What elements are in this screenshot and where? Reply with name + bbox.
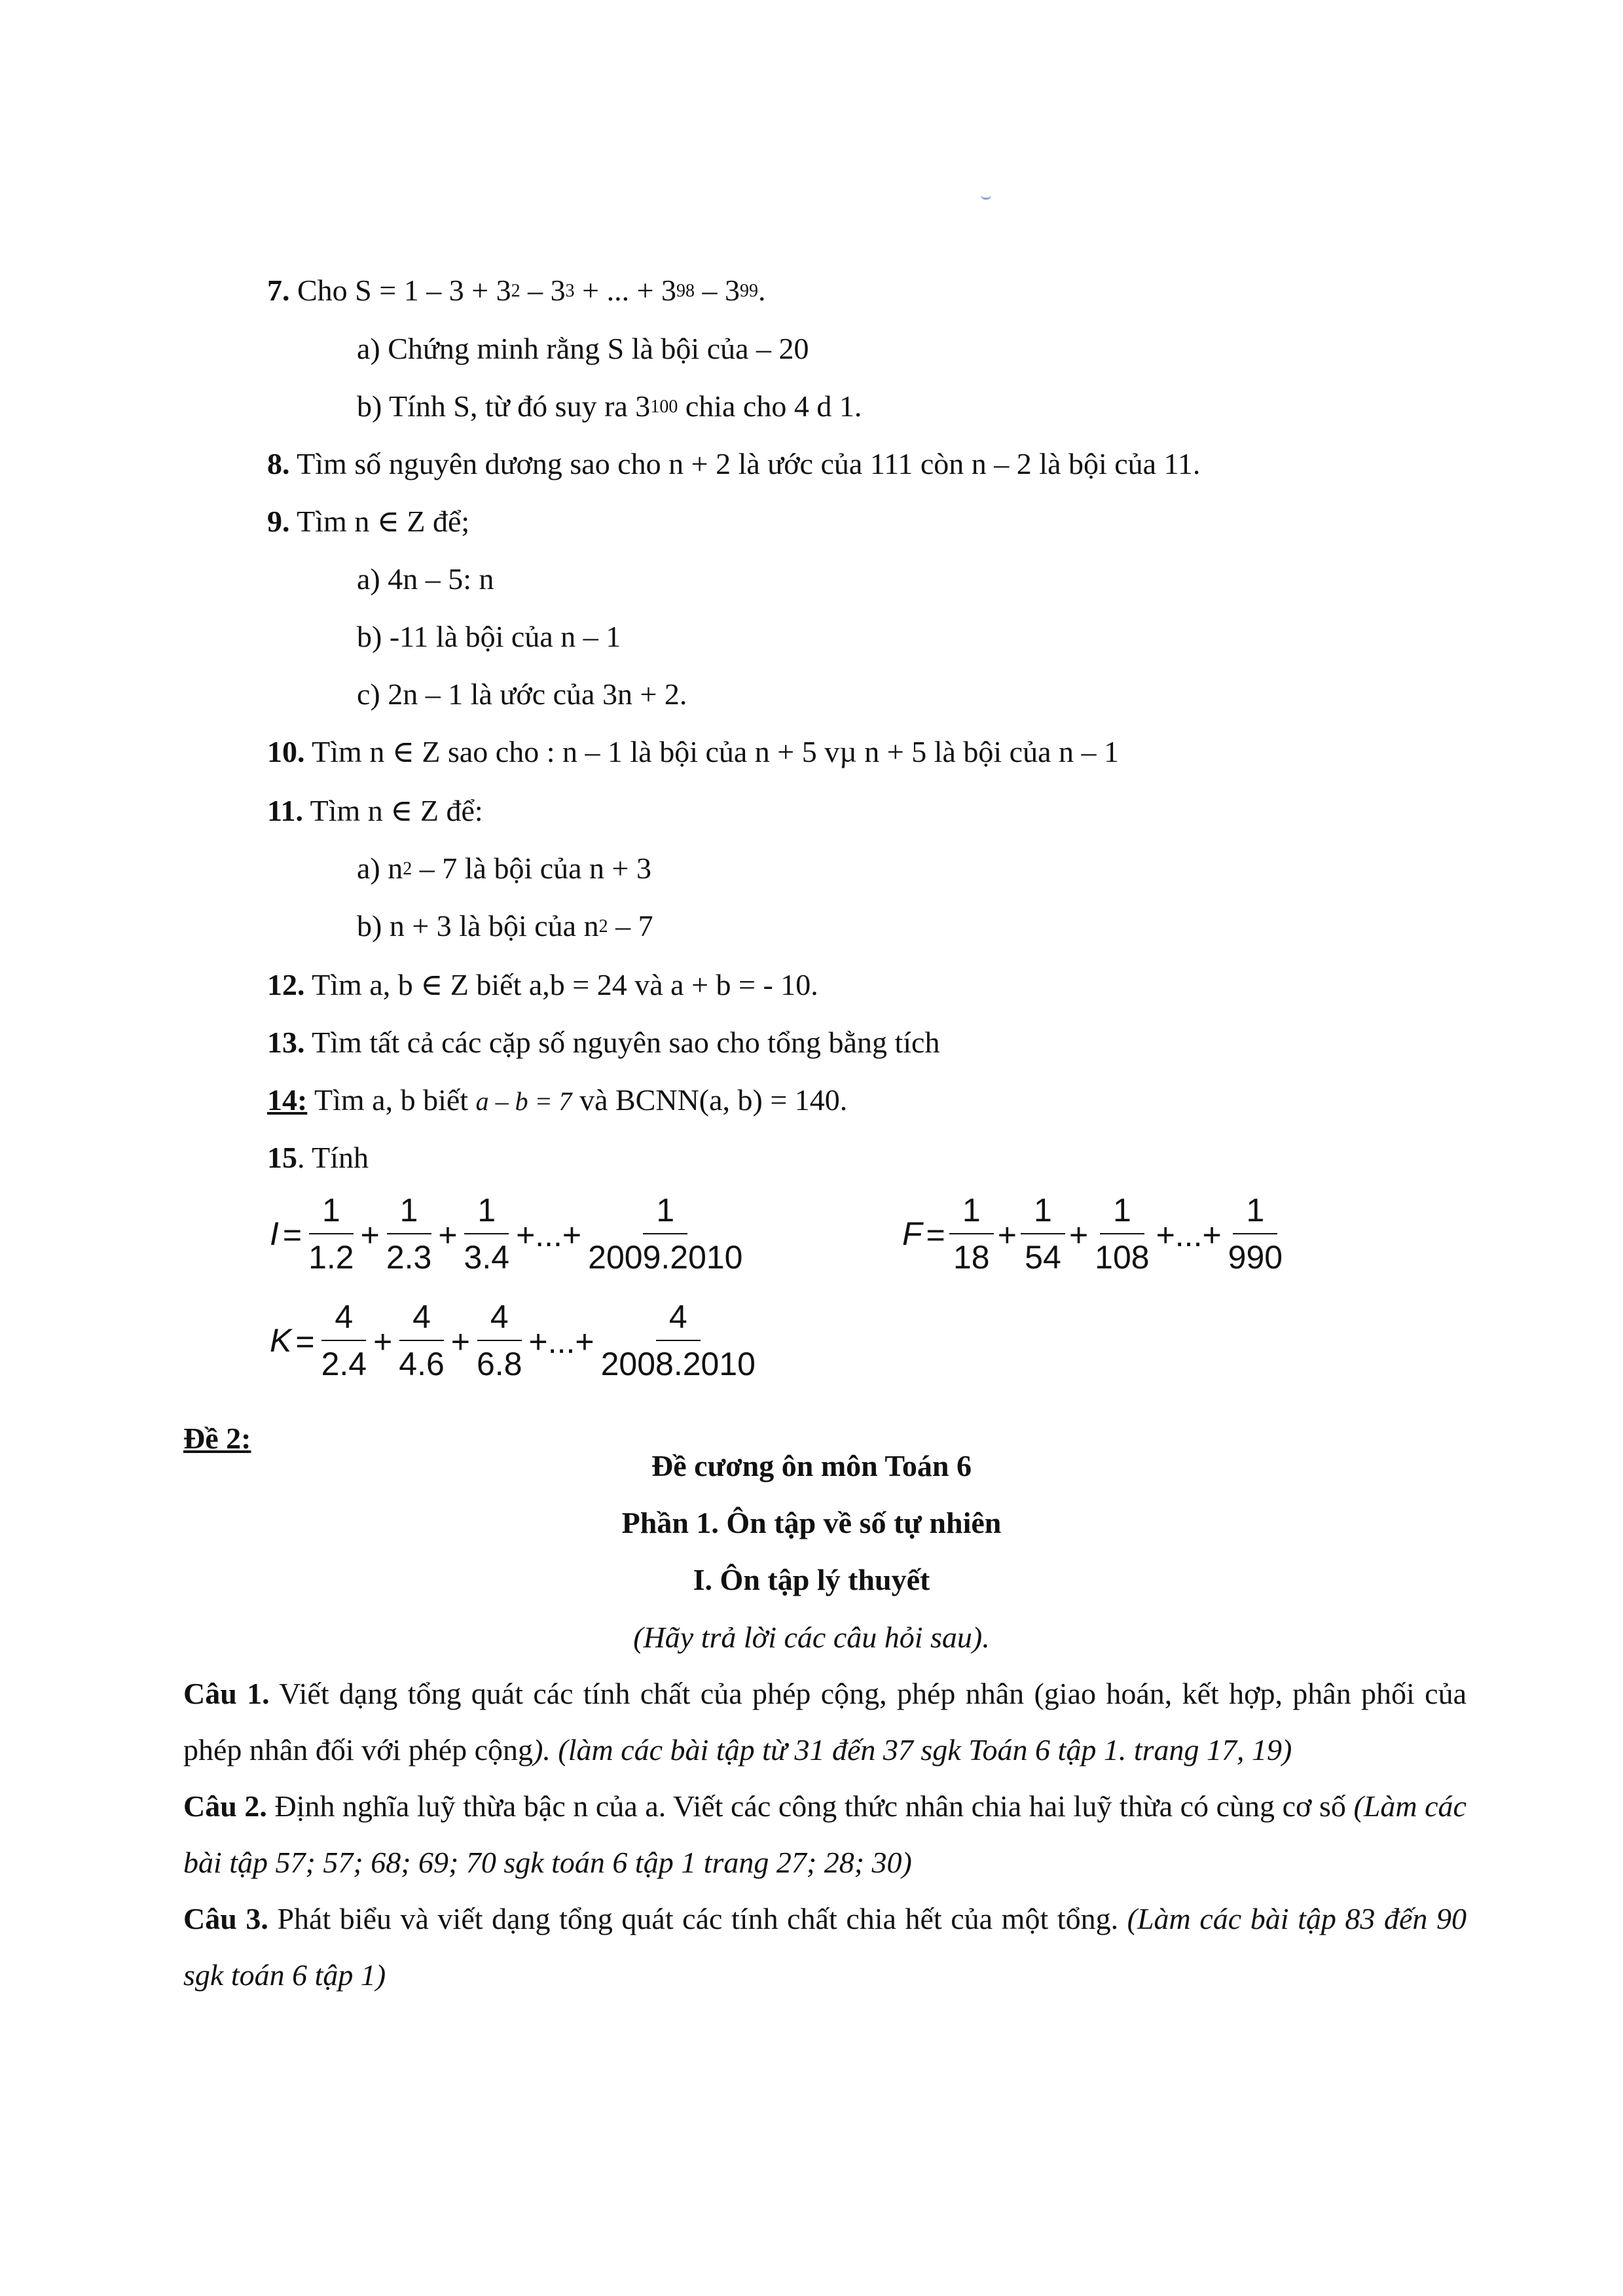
fraction: $\frac{4}{4.6}$ [399, 1299, 445, 1382]
part-heading: Phần 1. Ôn tập về số tự nhiên [621, 1506, 1002, 1539]
document-title: Đề cương ôn môn Toán 6 [651, 1449, 972, 1482]
fraction: $\frac{1}{108}$ [1095, 1192, 1150, 1276]
formula-k: K = $\frac{4}{2.4}$ + $\frac{4}{4.6}$ + $\frac{4}{6.8}$ +...+ $\frac{4}{2008.2010}$ [270, 1298, 761, 1383]
fraction: $\frac{1}{1.2}$ [308, 1192, 354, 1276]
formula-f: F = $\frac{1}{18}$ + $\frac{1}{54}$ + $\frac{1}{108}$ +...+ $\frac{1}{990}$ [902, 1191, 1288, 1276]
problem-13: 13. Tìm tất cả các cặp số nguyên sao cho tổng bằng tích [267, 1026, 940, 1059]
fraction: $\frac{4}{2.4}$ [321, 1299, 367, 1382]
fraction: $\frac{1}{2.3}$ [386, 1192, 432, 1276]
de2-label: Đề 2: [183, 1422, 251, 1455]
problem-14: 14: Tìm a, b biết a – b = 7 và BCNN(a, b) = 140. [267, 1083, 848, 1117]
fraction: $\frac{4}{6.8}$ [477, 1299, 522, 1382]
problem-9b: b) -11 là bội của n – 1 [357, 620, 621, 653]
problem-7b: b) Tính S, từ đó suy ra $3^{100}$ chia cho 4 d 1. [357, 389, 862, 423]
fraction: $\frac{1}{54}$ [1021, 1191, 1065, 1276]
fraction: $\frac{1}{3.4}$ [464, 1192, 510, 1276]
problem-11a: a) $n^2 - 7$ là bội của n + 3 [357, 852, 652, 885]
problem-11b: b) n + 3 là bội của $n^2 - 7$ [357, 909, 653, 942]
instruction: (Hãy trả lời các câu hỏi sau). [633, 1621, 990, 1654]
problem-9: 9. Tìm n ∈ Z để; [267, 505, 470, 538]
question-1: Câu 1. Viết dạng tổng quát các tính chất của phép cộng, phép nhân (giao hoán, kết hợp, phân phối của phép nhân đối với phép cộng). (làm các bài tập từ 31 đến 37 sgk Toán 6 tập 1. trang 17, 19) [183, 1677, 1467, 1767]
problem-12: 12. Tìm a, b ∈ Z biết a,b = 24 và a + b = - 10. [267, 968, 818, 1001]
fraction: $\frac{1}{990}$ [1228, 1192, 1283, 1276]
problem-11: 11. Tìm n ∈ Z để: [267, 794, 483, 827]
question-3: Câu 3. Phát biểu và viết dạng tổng quát các tính chất chia hết của một tổng. (Làm các bài tập 83 đến 90 sgk toán 6 tập 1) [183, 1902, 1467, 1992]
formula-i: I = $\frac{1}{1.2}$ + $\frac{1}{2.3}$ + $\frac{1}{3.4}$ +...+ $\frac{1}{2009.2010}$ [270, 1191, 748, 1276]
problem-15: 15. Tính [267, 1141, 369, 1174]
decorative-mark [981, 195, 991, 200]
question-2: Câu 2. Định nghĩa luỹ thừa bậc n của a. Viết các công thức nhân chia hai luỹ thừa có cùng cơ số (Làm các bài tập 57; 57; 68; 69; 70 sgk toán 6 tập 1 trang 27; 28; 30) [183, 1789, 1467, 1879]
problem-10: 10. Tìm n ∈ Z sao cho : n – 1 là bội của n + 5 vµ n + 5 là bội của n – 1 [267, 735, 1120, 768]
problem-8: 8. Tìm số nguyên dương sao cho n + 2 là ước của 111 còn n – 2 là bội của 11. [267, 447, 1201, 480]
problem-9a: a) 4n – 5: n [357, 562, 494, 596]
fraction: $\frac{4}{2008.2010}$ [600, 1299, 756, 1382]
fraction: $\frac{1}{2009.2010}$ [588, 1192, 743, 1276]
fraction: $\frac{1}{18}$ [949, 1191, 994, 1276]
section-heading: I. Ôn tập lý thuyết [693, 1563, 930, 1596]
problem-7: 7. Cho $S = 1 - 3 + 3^2 - 3^3$ + ... + $3^{98} - 3^{99}$. [267, 274, 766, 307]
problem-9c: c) 2n – 1 là ước của 3n + 2. [357, 677, 687, 711]
problem-7a: a) Chứng minh rằng S là bội của – 20 [357, 332, 809, 365]
